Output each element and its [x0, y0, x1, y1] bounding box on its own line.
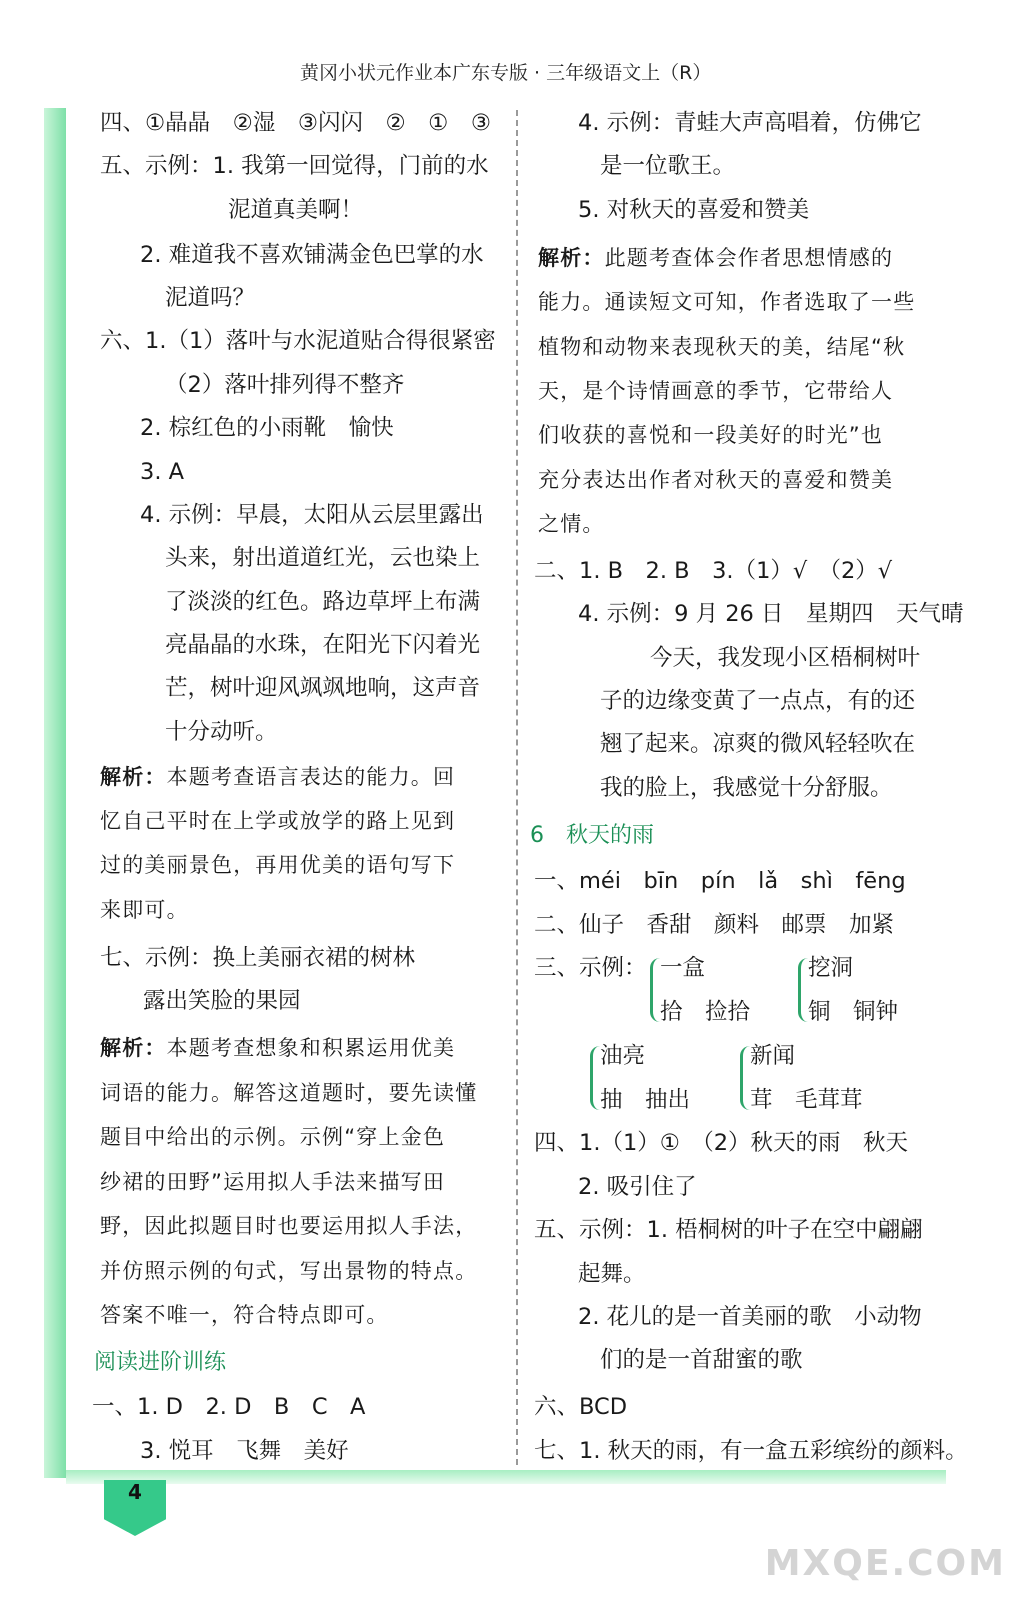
answer-line: 十分动听。 — [165, 719, 278, 745]
answer-line: 拾 捡拾 — [660, 999, 751, 1025]
running-header: 黄冈小状元作业本广东专版 · 三年级语文上（R） — [300, 62, 712, 84]
analysis-line: 解析：本题考查想象和积累运用优美 — [100, 1036, 456, 1060]
page-number: 4 — [128, 1480, 142, 1504]
answer-line: 一、méi bīn pín lǎ shì fēng — [534, 868, 906, 894]
analysis-line: 词语的能力。解答这道题时，要先读懂 — [100, 1081, 478, 1105]
answer-line: 4. 示例：早晨，太阳从云层里露出 — [140, 502, 484, 528]
answer-line: 3. 悦耳 飞舞 美好 — [140, 1438, 349, 1464]
answer-line: 二、1. B 2. B 3.（1）√ （2）√ — [534, 558, 893, 584]
watermark-text: MXQE.COM — [764, 1543, 1006, 1584]
analysis-line: 纱裙的田野”运用拟人手法来描写田 — [100, 1170, 446, 1194]
answer-line: 5. 对秋天的喜爱和赞美 — [578, 197, 810, 223]
answer-line: 挖洞 — [808, 955, 854, 981]
answer-line: 抽 抽出 — [600, 1087, 691, 1113]
answer-line: 露出笑脸的果园 — [143, 988, 301, 1014]
bottom-decorative-band — [66, 1470, 946, 1484]
answer-line: 一、1. D 2. D B C A — [92, 1394, 366, 1420]
analysis-line: 过的美丽景色，再用优美的语句写下 — [100, 853, 456, 877]
answer-line: 头来，射出道道红光，云也染上 — [165, 545, 481, 571]
answer-line: 一盒 — [660, 955, 706, 981]
answer-line: 新闻 — [750, 1043, 796, 1069]
analysis-line: 忆自己平时在上学或放学的路上见到 — [100, 809, 456, 833]
left-decorative-band — [44, 108, 66, 1478]
analysis-line: 能力。通读短文可知，作者选取了一些 — [538, 290, 916, 314]
answer-line: 油亮 — [600, 1043, 646, 1069]
answer-line: 七、1. 秋天的雨，有一盒五彩缤纷的颜料。 — [534, 1438, 968, 1464]
answer-line: 二、仙子 香甜 颜料 邮票 加紧 — [534, 912, 895, 938]
answer-line: 六、BCD — [534, 1394, 628, 1420]
section-title: 阅读进阶训练 — [94, 1350, 227, 1375]
answer-line: 泥道真美啊！ — [228, 197, 364, 223]
section-title: 6 秋天的雨 — [530, 823, 654, 848]
answer-line: 们的是一首甜蜜的歌 — [600, 1347, 803, 1373]
answer-line: 五、示例：1. 梧桐树的叶子在空中翩翩 — [534, 1217, 923, 1243]
answer-line: 2. 吸引住了 — [578, 1174, 697, 1200]
answer-line: 今天，我发现小区梧桐树叶 — [650, 645, 921, 671]
answer-line: 2. 棕红色的小雨靴 愉快 — [140, 415, 394, 441]
answer-line: 子的边缘变黄了一点点，有的还 — [600, 688, 916, 714]
analysis-line: 们收获的喜悦和一段美好的时光”也 — [538, 423, 884, 447]
answer-line: 翘了起来。凉爽的微风轻轻吹在 — [600, 731, 916, 757]
answer-line: 3. A — [140, 459, 185, 485]
analysis-line: 之情。 — [538, 512, 605, 536]
analysis-line: 答案不唯一，符合特点即可。 — [100, 1303, 389, 1327]
answer-line: 了淡淡的红色。路边草坪上布满 — [165, 589, 481, 615]
analysis-line: 并仿照示例的句式，写出景物的特点。 — [100, 1259, 478, 1283]
brace-bracket — [590, 1046, 603, 1110]
analysis-line: 野，因此拟题目时也要运用拟人手法， — [100, 1214, 478, 1238]
analysis-line: 来即可。 — [100, 898, 189, 922]
analysis-line: 植物和动物来表现秋天的美，结尾“秋 — [538, 335, 906, 359]
column-divider — [516, 110, 518, 1465]
answer-line: 三、示例： — [534, 955, 647, 981]
answer-line: 六、1.（1）落叶与水泥道贴合得很紧密 — [100, 328, 496, 354]
answer-line: 2. 难道我不喜欢铺满金色巴掌的水 — [140, 242, 484, 268]
analysis-line: 题目中给出的示例。示例“穿上金色 — [100, 1125, 446, 1149]
answer-line: 铜 铜钟 — [808, 999, 899, 1025]
answer-line: 4. 示例：9 月 26 日 星期四 天气晴 — [578, 601, 964, 627]
brace-bracket — [798, 958, 811, 1022]
answer-line: 亮晶晶的水珠，在阳光下闪着光 — [165, 632, 481, 658]
answer-line: 我的脸上，我感觉十分舒服。 — [600, 775, 893, 801]
analysis-line: 充分表达出作者对秋天的喜爱和赞美 — [538, 468, 894, 492]
answer-line: 2. 花儿的是一首美丽的歌 小动物 — [578, 1304, 922, 1330]
answer-line: （2）落叶排列得不整齐 — [165, 372, 405, 398]
answer-line: 泥道吗？ — [165, 285, 256, 311]
answer-line: 茸 毛茸茸 — [750, 1087, 863, 1113]
answer-line: 起舞。 — [578, 1261, 646, 1287]
analysis-line: 天，是个诗情画意的季节，它带给人 — [538, 379, 894, 403]
answer-line: 四、1.（1）① （2）秋天的雨 秋天 — [534, 1130, 909, 1156]
answer-line: 五、示例：1. 我第一回觉得，门前的水 — [100, 153, 489, 179]
brace-bracket — [740, 1046, 753, 1110]
analysis-line: 解析：本题考查语言表达的能力。回 — [100, 765, 456, 789]
answer-line: 是一位歌王。 — [600, 153, 736, 179]
answer-line: 4. 示例：青蛙大声高唱着，仿佛它 — [578, 110, 922, 136]
answer-line: 四、①晶晶 ②湿 ③闪闪 ② ① ③ — [100, 110, 492, 136]
brace-bracket — [650, 958, 663, 1022]
answer-line: 芒，树叶迎风飒飒地响，这声音 — [165, 675, 481, 701]
answer-line: 七、示例：换上美丽衣裙的树林 — [100, 945, 416, 971]
analysis-line: 解析：此题考查体会作者思想情感的 — [538, 246, 894, 270]
